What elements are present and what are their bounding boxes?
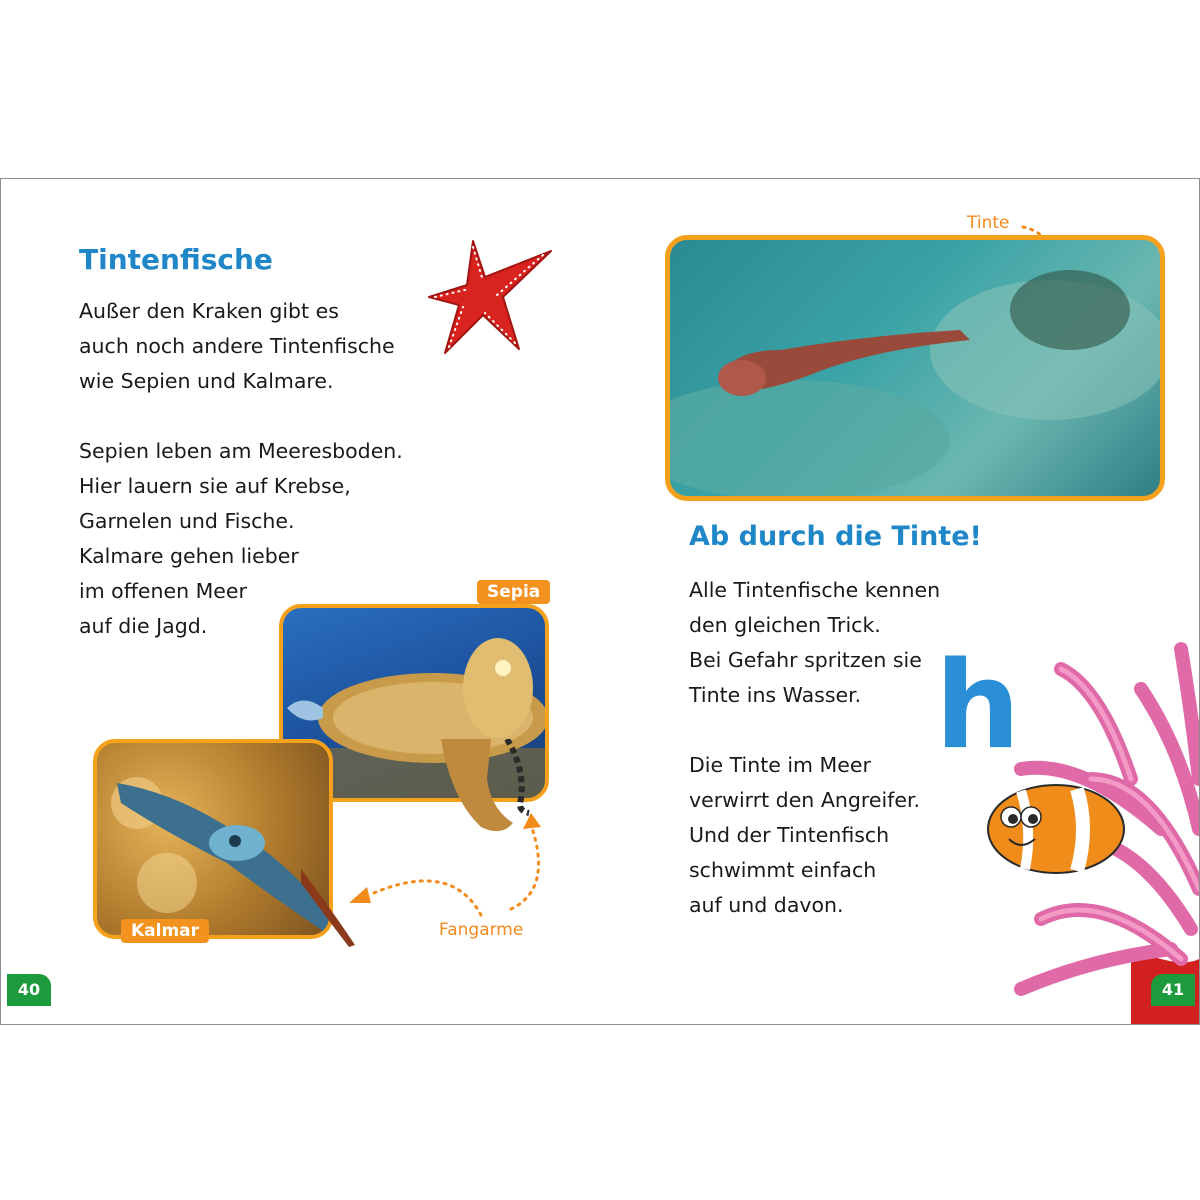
page-number-left: 40	[7, 974, 51, 1006]
book-spread	[0, 178, 1200, 1025]
text-line: auf und davon.	[689, 893, 844, 917]
text-line: Tinte ins Wasser.	[689, 683, 862, 707]
arrow-icon	[349, 887, 371, 903]
heading-tintenfische: Tintenfische	[79, 243, 273, 276]
text-line: verwirrt den Angreifer.	[689, 788, 921, 812]
text-line: Bei Gefahr spritzen sie	[689, 648, 922, 672]
letter-h: h	[935, 637, 1021, 776]
text-line: Garnelen und Fische.	[79, 509, 295, 533]
text-line: Außer den Kraken gibt es	[79, 299, 339, 323]
text-line: Sepien leben am Meeresboden.	[79, 439, 403, 463]
label-fangarme: Fangarme	[439, 920, 524, 940]
text-line: den gleichen Trick.	[689, 613, 881, 637]
label-tinte: Tinte	[967, 213, 1010, 233]
text-line: Hier lauern sie auf Krebse,	[79, 474, 351, 498]
label-sepia: Sepia	[477, 580, 550, 604]
left-paragraph-1	[79, 294, 395, 399]
heading-ab-durch-die-tinte: Ab durch die Tinte!	[689, 521, 982, 552]
text-line: Die Tinte im Meer	[689, 753, 871, 777]
fangarme-arrows	[341, 799, 561, 919]
text-line: Kalmare gehen lieber	[79, 544, 299, 568]
text-line: schwimmt einfach	[689, 858, 877, 882]
text-line: auf die Jagd.	[79, 614, 208, 638]
page-number-right: 41	[1151, 974, 1195, 1006]
right-paragraph-1	[689, 573, 940, 713]
text-line: im offenen Meer	[79, 579, 247, 603]
kalmar-photo	[93, 739, 333, 939]
octopus-photo	[665, 235, 1165, 501]
label-kalmar: Kalmar	[121, 919, 209, 943]
arrow-icon	[523, 813, 541, 829]
starfish-icon	[425, 237, 555, 357]
text-line: Und der Tintenfisch	[689, 823, 890, 847]
text-line: wie Sepien und Kalmare.	[79, 369, 334, 393]
text-line: auch noch andere Tintenfische	[79, 334, 395, 358]
text-line: Alle Tintenfische kennen	[689, 578, 941, 602]
right-paragraph-2	[689, 748, 920, 923]
